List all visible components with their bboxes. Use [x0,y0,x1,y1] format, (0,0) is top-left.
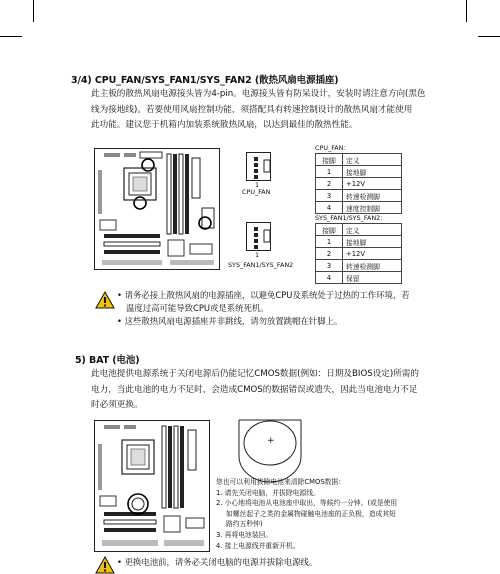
bullet-icon: • [117,290,125,300]
table-cell: 1 [316,166,343,178]
bat-section-heading: 5) BAT (电池) [75,355,140,366]
sys-fan-label: SYS_FAN1/SYS_FAN2 [228,261,294,269]
motherboard-diagram-battery [94,420,210,552]
table-cell: 4 [316,202,343,214]
sys-fan-pin-table [315,223,402,284]
table-header-cell: 接脚 [316,224,343,236]
warning-item: • 这些散热风扇电源插座并非跳线，请勿放置跳帽在针脚上。 [117,316,343,326]
table-cell: 速度控制脚 [343,202,402,214]
warning-item: 温度过高可能导致CPU或是系统死机。 [126,303,269,313]
motherboard-diagram-fan [94,148,220,270]
fan-warning-list [117,289,410,328]
table-row [316,166,402,178]
fan-section-heading: 3/4) CPU_FAN/SYS_FAN1/SYS_FAN2 (散热风扇电源插座) [71,75,339,86]
sys-fan-connector-icon [246,222,272,252]
battery-holder-icon [233,416,307,476]
table-row [316,236,402,248]
fan-section-paragraph: 此主板的散热风扇电源接头皆为4-pin。电源接头皆有防呆设计，安装时请注意方向(黑色 线为接地线)。若要使用风扇控制功能，须搭配具有转速控制设计的散热风扇才能使用 此功能。建议您于机箱内加装系统散热风扇，以达到最佳的散热性能。 [91,89,426,130]
crop-mark [0,36,22,37]
table-header-row [316,224,402,236]
crop-mark [33,0,34,22]
crop-mark [466,0,467,22]
warning-icon [95,556,115,574]
cpu-fan-connector-icon [246,152,272,182]
table-header-cell: 定义 [343,224,402,236]
table-row [316,190,402,202]
table-cell: +12V [343,178,402,190]
table-row [316,248,402,260]
table-cell: 转速检测脚 [343,190,402,202]
warning-item: • 请务必接上散热风扇的电源插座，以避免CPU及系统处于过热的工作环境，若 [117,290,410,300]
bullet-icon: • [117,316,125,326]
table-cell: 3 [316,190,343,202]
table-row [316,260,402,272]
table-row [316,202,402,214]
table-cell: 1 [316,236,343,248]
table-row [316,272,402,284]
table-header-row [316,154,402,166]
battery-plus-sign: + [267,436,275,446]
table-cell: 4 [316,272,343,284]
warning-icon [95,291,115,309]
cpu-fan-pin1-label: 1 [255,181,260,189]
table-cell: 接地脚 [343,166,402,178]
bullet-icon: • [117,557,125,567]
cpu-fan-label: CPU_FAN [242,188,271,196]
table-cell: +12V [343,248,402,260]
table-cell: 保留 [343,272,402,284]
sys-fan-table-caption: SYS_FAN1/SYS_FAN2： [315,214,387,222]
table-cell: 2 [316,248,343,260]
cpu-fan-table-caption: CPU_FAN： [315,144,350,152]
sys-fan-pin1-label: 1 [255,251,260,259]
table-cell: 转速检测脚 [343,260,402,272]
table-cell: 接地脚 [343,236,402,248]
table-cell: 3 [316,260,343,272]
cpu-fan-pin-table [315,153,402,214]
bat-warning: • 更换电池前，请务必关闭电脑的电源并拔除电源线。 [117,557,318,567]
crop-mark [478,36,500,37]
table-cell: 2 [316,178,343,190]
table-header-cell: 定义 [343,154,402,166]
table-header-cell: 接脚 [316,154,343,166]
clear-cmos-note: 您也可以利用拔除电池来清除CMOS数据： 1. 请先关闭电脑，并拔除电源线。 2. 小心地将电池从电池座中取出，等候约一分钟。(或是使用 如螺丝起子之类的金属物碰触电池座的正负极，造成其短 路约五秒钟) 3. 再将电池装回。 4. 接上电源线并重新开机。 [216,478,398,550]
table-row [316,178,402,190]
bat-section-paragraph: 此电池提供电源系统于关闭电源后仍能记忆CMOS数据(例如：日期及BIOS设定)所需的 电力，当此电池的电力不足时，会造成CMOS的数据错误或遗失，因此当电池电力不足 时必须更换。 [91,369,419,410]
